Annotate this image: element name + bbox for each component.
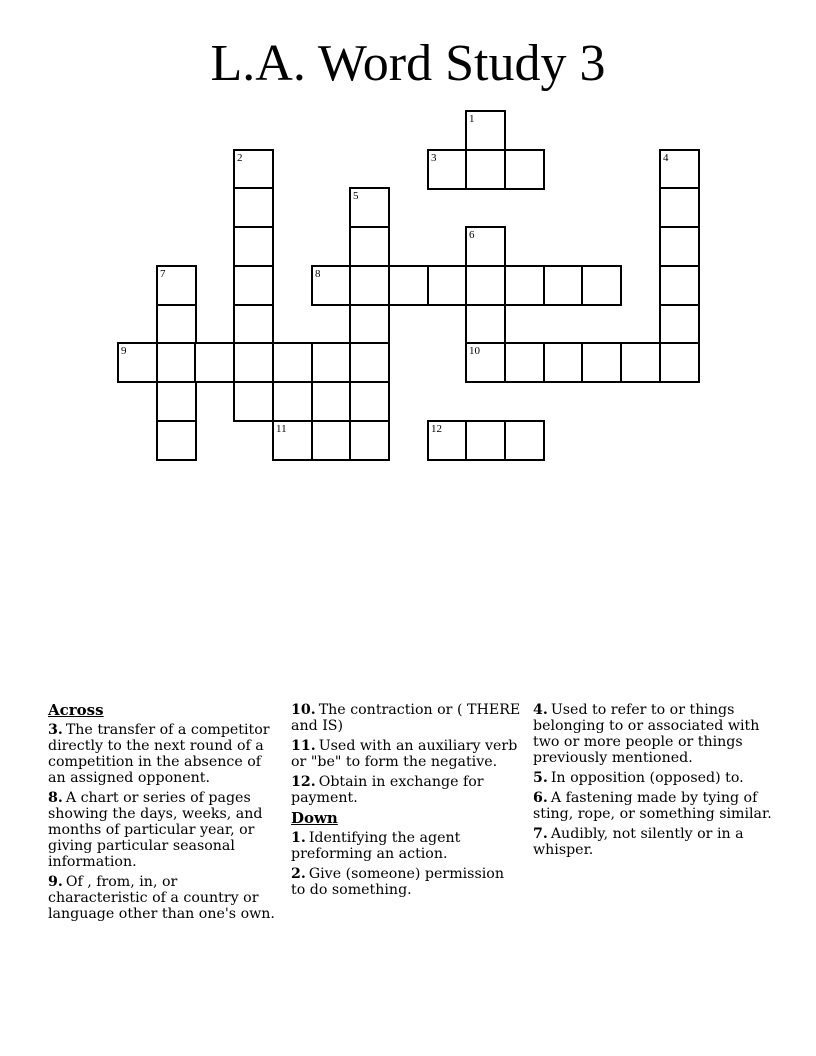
grid-cell[interactable]: [659, 226, 700, 267]
clue-text: The contraction or ( THERE and IS): [291, 702, 521, 734]
clue-number: 11.: [291, 738, 316, 754]
cell-number: 7: [160, 268, 166, 280]
grid-cell[interactable]: [349, 304, 390, 345]
grid-cell[interactable]: [311, 265, 352, 306]
clue-number: 2.: [291, 866, 306, 882]
clue-text: The transfer of a competitor directly to the next round of a competition in the absence of an assigned opponent.: [48, 722, 270, 786]
grid-cell[interactable]: [156, 304, 197, 345]
grid-cell[interactable]: [349, 265, 390, 306]
grid-cell[interactable]: [156, 265, 197, 306]
across-clue-list: [48, 722, 280, 922]
clue-number: 6.: [533, 790, 548, 806]
cell-number: 9: [121, 345, 127, 357]
grid-cell[interactable]: [233, 381, 274, 422]
clue-number: 9.: [48, 874, 63, 890]
cell-number: 10: [469, 345, 480, 357]
clue-number: 4.: [533, 702, 548, 718]
grid-cell[interactable]: [620, 342, 661, 383]
grid-cell[interactable]: [233, 226, 274, 267]
clue-text: Used with an auxiliary verb or "be" to form the negative.: [291, 738, 518, 770]
grid-cell[interactable]: [272, 342, 313, 383]
clue-text: Give (someone) permission to do something.: [291, 866, 504, 898]
grid-cell[interactable]: [581, 342, 622, 383]
clue-text: In opposition (opposed) to.: [550, 770, 744, 786]
grid-cell[interactable]: [465, 304, 506, 345]
grid-cell[interactable]: [272, 420, 313, 461]
across-clue-list-continued: [291, 702, 521, 806]
clue-number: 8.: [48, 790, 63, 806]
cell-number: 5: [353, 190, 359, 202]
grid-cell[interactable]: [427, 149, 468, 190]
down-heading: Down: [291, 809, 338, 827]
clue-column-1: [48, 702, 280, 926]
grid-cell[interactable]: [156, 342, 197, 383]
clue-number: 1.: [291, 830, 306, 846]
grid-cell[interactable]: [388, 265, 429, 306]
grid-cell[interactable]: [659, 265, 700, 306]
clue-column-3: [533, 702, 773, 862]
grid-cell[interactable]: [349, 187, 390, 228]
clue-item: [48, 874, 280, 922]
grid-cell[interactable]: [349, 226, 390, 267]
grid-cell[interactable]: [504, 420, 545, 461]
cell-number: 12: [431, 423, 442, 435]
grid-cell[interactable]: [349, 342, 390, 383]
clue-item: [533, 770, 773, 786]
clue-item: [48, 790, 280, 870]
grid-cell[interactable]: [233, 304, 274, 345]
cell-number: 11: [276, 423, 287, 435]
clue-number: 10.: [291, 702, 316, 718]
clue-text: Used to refer to or things belonging to or associated with two or more people or things previously mentioned.: [533, 702, 760, 766]
grid-cell[interactable]: [465, 342, 506, 383]
grid-cell[interactable]: [349, 420, 390, 461]
cell-number: 6: [469, 229, 475, 241]
across-heading: Across: [48, 701, 104, 719]
cell-number: 1: [469, 113, 475, 125]
grid-cell[interactable]: [659, 304, 700, 345]
cell-number: 2: [237, 152, 243, 164]
cell-number: 8: [315, 268, 321, 280]
clue-text: Of , from, in, or characteristic of a country or language other than one's own.: [48, 874, 275, 922]
grid-cell[interactable]: [233, 342, 274, 383]
cell-number: 4: [663, 152, 669, 164]
clue-number: 7.: [533, 826, 548, 842]
clue-item: [291, 774, 521, 806]
clue-text: Audibly, not silently or in a whisper.: [533, 826, 744, 858]
grid-cell[interactable]: [659, 187, 700, 228]
grid-cell[interactable]: [311, 381, 352, 422]
grid-cell[interactable]: [465, 420, 506, 461]
grid-cell[interactable]: [156, 381, 197, 422]
clue-text: Identifying the agent preforming an action.: [291, 830, 461, 862]
clue-item: [291, 866, 521, 898]
grid-cell[interactable]: [349, 381, 390, 422]
grid-cell[interactable]: [543, 265, 584, 306]
grid-cell[interactable]: [233, 265, 274, 306]
clue-item: [291, 702, 521, 734]
grid-cell[interactable]: [504, 265, 545, 306]
page-title: L.A. Word Study 3: [210, 35, 606, 92]
grid-cell[interactable]: [194, 342, 235, 383]
clue-text: Obtain in exchange for payment.: [291, 774, 484, 806]
clue-text: A chart or series of pages showing the days, weeks, and months of particular year, or giving particular seasonal information.: [48, 790, 263, 870]
grid-cell[interactable]: [272, 381, 313, 422]
clue-item: [533, 826, 773, 858]
crossword-grid: [0, 0, 816, 470]
grid-cell[interactable]: [659, 149, 700, 190]
clue-item: [533, 702, 773, 766]
clue-number: 5.: [533, 770, 548, 786]
grid-cell[interactable]: [465, 265, 506, 306]
clue-item: [291, 830, 521, 862]
grid-cell[interactable]: [581, 265, 622, 306]
clue-text: A fastening made by tying of sting, rope, or something similar.: [533, 790, 772, 822]
down-clue-list: [291, 830, 521, 898]
grid-cell[interactable]: [504, 149, 545, 190]
cell-number: 3: [431, 152, 437, 164]
grid-cell[interactable]: [465, 110, 506, 151]
clue-item: [533, 790, 773, 822]
grid-cell[interactable]: [427, 265, 468, 306]
grid-cell[interactable]: [311, 420, 352, 461]
grid-cell[interactable]: [465, 226, 506, 267]
grid-cell[interactable]: [543, 342, 584, 383]
grid-cell[interactable]: [233, 187, 274, 228]
clue-item: [291, 738, 521, 770]
grid-cell[interactable]: [233, 149, 274, 190]
grid-cell[interactable]: [311, 342, 352, 383]
clue-number: 3.: [48, 722, 63, 738]
grid-cell[interactable]: [156, 420, 197, 461]
down-clue-list-continued: [533, 702, 773, 858]
grid-cell[interactable]: [504, 342, 545, 383]
grid-cell[interactable]: [465, 149, 506, 190]
grid-cell[interactable]: [659, 342, 700, 383]
clue-item: [48, 722, 280, 786]
grid-cell[interactable]: [117, 342, 158, 383]
clue-number: 12.: [291, 774, 316, 790]
clue-column-2: [291, 702, 521, 902]
grid-cell[interactable]: [427, 420, 468, 461]
